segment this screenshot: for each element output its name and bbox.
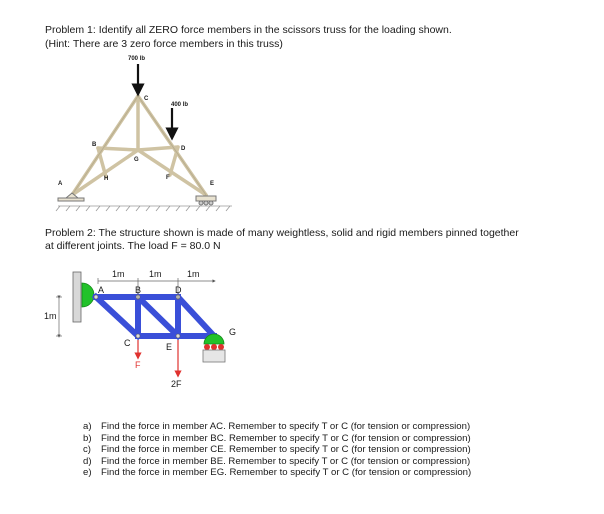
load-700-label: 700 lb [128,56,146,62]
question-a [83,421,471,433]
member-bg [98,148,138,150]
question-d [83,456,471,468]
question-c [83,444,471,456]
ground-hatch [56,206,232,211]
roller-base [203,350,225,362]
member-ac [96,297,138,336]
joint-f-label: F [166,175,170,181]
load-400-label: 400 lb [171,102,189,108]
question-label: e) [83,467,92,479]
spacing-label-1: 1m [112,269,125,279]
joint-a-label: A [58,181,63,187]
frame-joint-d-label: D [175,285,182,295]
joint-g-label: G [134,157,139,163]
frame-joint-a-label: A [98,285,105,295]
joint-c-label: C [144,96,149,102]
frame-joint-b-label: B [135,285,142,295]
question-e [83,467,471,479]
problem1-statement: Problem 1: Identify all ZERO force members in the scissors truss for the loading shown. [45,24,452,36]
spacing-label-2: 1m [149,269,162,279]
joint-d-label: D [181,146,186,152]
question-text: Find the force in member BC. Remember to specify T or C (for tension or compression) [101,432,471,444]
joint-b-label: B [92,142,97,148]
member-gd [138,147,178,150]
question-text: Find the force in member CE. Remember to specify T or C (for tension or compression) [101,444,471,456]
joint-h-label: H [104,176,109,182]
question-text: Find the force in member AC. Remember to specify T or C (for tension or compression) [101,421,471,432]
question-label: a) [83,421,92,432]
frame-joint-g-label: G [229,327,237,337]
problem1-hint: (Hint: There are 3 zero force members in this truss) [45,38,283,50]
frame-members [96,297,214,336]
frame-joint-f-label: F [135,360,141,370]
member-dg [178,297,214,336]
joint-e-label: E [210,181,215,187]
roller-wheels [204,344,224,350]
wall-pin-support [82,283,94,307]
question-label: c) [83,444,91,456]
problem2-statement: Problem 2: The structure shown is made of many weightless, solid and rigid members pinned together [45,227,519,239]
question-label: d) [83,455,92,467]
problem2-load: at different joints. The load F = 80.0 N [45,240,221,252]
question-label: b) [83,432,92,444]
question-list [83,421,471,479]
question-text: Find the force in member BE. Remember to specify T or C (for tension or compression) [101,455,471,467]
load-2f-label: 2F [171,379,182,389]
wall-support [73,272,81,322]
spacing-label-3: 1m [187,269,200,279]
frame-joint-e-label: E [166,342,173,352]
member-be [138,297,178,336]
question-b [83,433,471,445]
truss-supports [58,193,216,205]
height-label: 1m [44,311,57,321]
question-text: Find the force in member EG. Remember to specify T or C (for tension or compression) [101,467,472,479]
frame-joint-c-label: C [124,338,131,348]
